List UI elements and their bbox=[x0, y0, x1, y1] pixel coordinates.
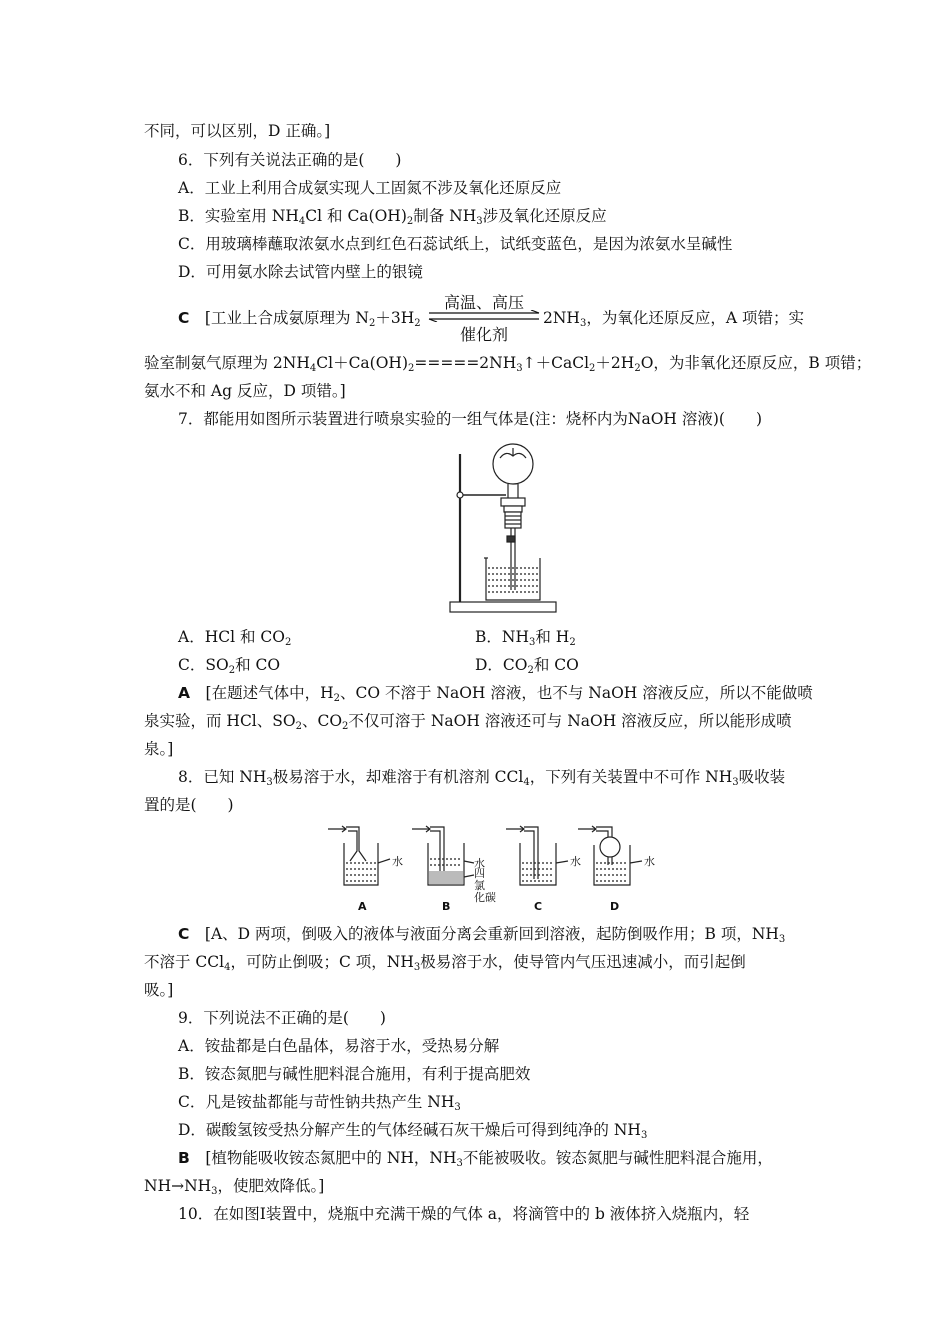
text: 不仅可溶于 NaOH 溶液还可与 NaOH 溶液反应，所以能形成喷 bbox=[348, 712, 792, 730]
subscript: 2 bbox=[569, 637, 576, 648]
subscript: 2 bbox=[284, 637, 292, 648]
text: NH→NH bbox=[144, 1177, 212, 1195]
subscript: 2 bbox=[406, 216, 414, 227]
option-7c bbox=[178, 655, 280, 675]
subscript: 4 bbox=[224, 962, 231, 973]
text: 6．下列有关说法正确的是( ) bbox=[178, 151, 402, 169]
text: D．碳酸氢铵受热分解产生的气体经碱石灰干燥后可得到纯净的 NH bbox=[178, 1121, 641, 1139]
subscript: 3 bbox=[456, 1158, 463, 1169]
answer-6-line2 bbox=[144, 353, 871, 373]
answer-7-line3 bbox=[144, 739, 173, 759]
answer-7 bbox=[178, 683, 813, 703]
reversible-arrow-icon bbox=[427, 310, 541, 322]
text: D．可用氨水除去试管内壁上的银镜 bbox=[178, 263, 423, 281]
subscript: 2 bbox=[527, 665, 534, 676]
option-6a bbox=[178, 178, 561, 198]
text: C．凡是铵盐都能与苛性钠共热产生 NH bbox=[178, 1093, 455, 1111]
text: 和 CO bbox=[533, 656, 579, 674]
text: ，可防止倒吸；C 项，NH bbox=[230, 953, 414, 971]
text: ＋3H bbox=[375, 309, 415, 327]
text: 涉及氧化还原反应 bbox=[482, 207, 607, 225]
answer-6 bbox=[178, 308, 421, 328]
subscript: 4 bbox=[309, 363, 317, 374]
subscript: 3 bbox=[732, 777, 739, 788]
option-7a bbox=[178, 627, 291, 647]
answer-9 bbox=[178, 1148, 773, 1168]
text: 10．在如图Ⅰ装置中，烧瓶中充满干燥的气体 a，将滴管中的 b 液体挤入烧瓶内，轻 bbox=[178, 1205, 750, 1223]
text: 不同，可以区别，D 正确。] bbox=[144, 122, 331, 140]
label-d: D bbox=[610, 900, 620, 913]
text: ↑＋CaCl bbox=[522, 354, 590, 372]
fountain-apparatus-figure bbox=[448, 440, 560, 618]
question-8-line2 bbox=[144, 795, 234, 815]
text: ，为氧化还原反应，A 项错；实 bbox=[586, 309, 804, 327]
label-water-b: 水 bbox=[474, 857, 485, 870]
text: =====2NH bbox=[414, 354, 517, 372]
text: 不溶于 CCl bbox=[144, 953, 225, 971]
option-9d bbox=[178, 1120, 647, 1140]
text: Cl＋Ca(OH) bbox=[316, 354, 408, 372]
text: 、CO bbox=[301, 712, 343, 730]
option-6d bbox=[178, 262, 423, 282]
text: 化碳 bbox=[474, 891, 496, 904]
label-ccl4-b bbox=[474, 868, 496, 904]
text: Cl 和 Ca(OH) bbox=[305, 207, 407, 225]
text: 和 CO bbox=[235, 656, 281, 674]
text: 9．下列说法不正确的是( ) bbox=[178, 1009, 386, 1027]
subscript: 2 bbox=[414, 318, 421, 329]
text: B．铵态氮肥与碱性肥料混合施用，有利于提高肥效 bbox=[178, 1065, 531, 1083]
text: 吸。] bbox=[144, 981, 174, 999]
subscript: 3 bbox=[778, 934, 786, 945]
subscript: 3 bbox=[528, 637, 536, 648]
answer-6-line3 bbox=[144, 381, 346, 401]
text: 四 bbox=[474, 867, 485, 880]
question-10 bbox=[178, 1204, 749, 1224]
text: 极易溶于水，却难溶于有机溶剂 CCl bbox=[272, 768, 524, 786]
option-6c bbox=[178, 234, 732, 254]
text: ，下列有关装置中不可作 NH bbox=[529, 768, 733, 786]
absorption-devices-figure bbox=[328, 823, 664, 915]
subscript: 2 bbox=[333, 693, 340, 704]
answer-6-cont bbox=[543, 308, 804, 328]
label-water-d: 水 bbox=[644, 855, 655, 868]
subscript: 3 bbox=[579, 318, 587, 329]
text: 泉。] bbox=[144, 740, 174, 758]
condition-bottom: 催化剂 bbox=[459, 325, 508, 344]
question-9 bbox=[178, 1008, 386, 1028]
text: A．工业上利用合成氨实现人工固氮不涉及氧化还原反应 bbox=[178, 179, 562, 197]
text: A．HCl 和 CO bbox=[178, 628, 285, 646]
label-c: C bbox=[534, 900, 543, 913]
subscript: 2 bbox=[342, 721, 349, 732]
text: B．NH bbox=[475, 628, 529, 646]
label-water-c: 水 bbox=[570, 855, 581, 868]
option-6b bbox=[178, 206, 607, 226]
subscript: 2 bbox=[368, 318, 376, 329]
text: [工业上合成氨原理为 N bbox=[204, 309, 369, 327]
subscript: 2 bbox=[589, 363, 596, 374]
text: [A、D 两项，倒吸入的液体与液面分离会重新回到溶液，起防倒吸作用；B 项，NH bbox=[204, 925, 779, 943]
option-7b bbox=[475, 627, 576, 647]
subscript: 3 bbox=[211, 1186, 218, 1197]
text: 和 H bbox=[535, 628, 570, 646]
text-line bbox=[144, 121, 330, 141]
text: B．实验室用 NH bbox=[178, 207, 299, 225]
option-9b bbox=[178, 1064, 530, 1084]
subscript: 3 bbox=[454, 1102, 461, 1113]
label-b: B bbox=[442, 900, 451, 913]
answer-9-line2 bbox=[144, 1176, 324, 1196]
subscript: 2 bbox=[408, 363, 415, 374]
answer-8 bbox=[178, 924, 785, 944]
text: 置的是( ) bbox=[144, 796, 234, 814]
subscript: 4 bbox=[298, 216, 306, 227]
subscript: 3 bbox=[476, 216, 483, 227]
subscript: 3 bbox=[266, 777, 273, 788]
answer-8-line2 bbox=[144, 952, 746, 972]
subscript: 2 bbox=[634, 363, 641, 374]
option-7d bbox=[475, 655, 579, 675]
subscript: 2 bbox=[295, 721, 302, 732]
text: C．用玻璃棒蘸取浓氨水点到红色石蕊试纸上，试纸变蓝色，是因为浓氨水呈碱性 bbox=[178, 235, 733, 253]
answer-8-line3 bbox=[144, 980, 173, 1000]
text: 、CO 不溶于 NaOH 溶液，也不与 NaOH 溶液反应，所以不能做喷 bbox=[339, 684, 813, 702]
text: 7．都能用如图所示装置进行喷泉实验的一组气体是(注：烧杯内为NaOH 溶液)( ) bbox=[178, 410, 763, 428]
text: [植物能吸收铵态氮肥中的 NH，NH bbox=[205, 1149, 457, 1167]
answer-letter: C bbox=[178, 309, 190, 327]
answer-7-line2 bbox=[144, 711, 792, 731]
text: ＋2H bbox=[595, 354, 635, 372]
question-6 bbox=[178, 150, 401, 170]
text: 验室制氨气原理为 2NH bbox=[144, 354, 310, 372]
text: A．铵盐都是白色晶体，易溶于水，受热易分解 bbox=[178, 1037, 500, 1055]
text: D．CO bbox=[475, 656, 528, 674]
text: 氨水不和 Ag 反应，D 项错。] bbox=[144, 382, 346, 400]
condition-top: 高温、高压 bbox=[443, 293, 524, 312]
subscript: 4 bbox=[523, 777, 530, 788]
text: C．SO bbox=[178, 656, 229, 674]
question-7 bbox=[178, 409, 762, 429]
text: 泉实验，而 HCl、SO bbox=[144, 712, 296, 730]
label-a: A bbox=[358, 900, 367, 913]
subscript: 2 bbox=[228, 665, 236, 676]
option-9c bbox=[178, 1092, 461, 1112]
option-9a bbox=[178, 1036, 499, 1056]
answer-letter: B bbox=[178, 1149, 190, 1167]
text: 不能被吸收。铵态氮肥与碱性肥料混合施用， bbox=[462, 1149, 773, 1167]
text: O，为非氧化还原反应，B 项错； bbox=[640, 354, 872, 372]
subscript: 3 bbox=[640, 1130, 648, 1141]
text: 氯 bbox=[474, 879, 485, 892]
label-water-a: 水 bbox=[392, 855, 403, 868]
question-8 bbox=[178, 767, 785, 787]
text: 8．已知 NH bbox=[178, 768, 267, 786]
subscript: 3 bbox=[413, 962, 421, 973]
answer-letter: A bbox=[178, 684, 190, 702]
text: 极易溶于水，使导管内气压迅速减小，而引起倒 bbox=[420, 953, 746, 971]
text: [在题述气体中，H bbox=[205, 684, 334, 702]
answer-letter: C bbox=[178, 925, 190, 943]
subscript: 3 bbox=[516, 363, 523, 374]
text: ，使肥效降低。] bbox=[217, 1177, 325, 1195]
text: 2NH bbox=[543, 309, 580, 327]
text: 吸收装 bbox=[738, 768, 786, 786]
text: 制备 NH bbox=[413, 207, 477, 225]
